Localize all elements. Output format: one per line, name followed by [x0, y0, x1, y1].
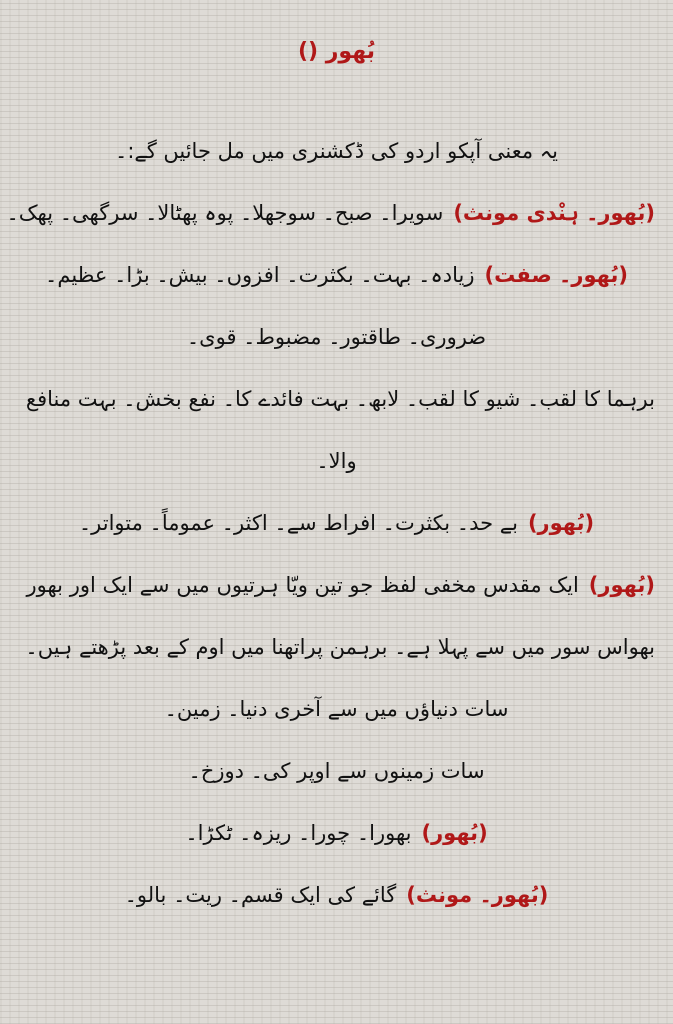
entry-text: سات زمینوں سے اوپر کی۔ دوزخ۔	[188, 759, 485, 783]
entry-text: ایک مقدس مخفی لفظ جو تین ویّا ہرتیوں میں سے ایک اور بھور	[26, 573, 579, 597]
entry-text: برہما کا لقب۔ شیو کا لقب۔ لابھ۔ بہت فائدے کا۔ نفع بخش۔ بہت منافع	[25, 387, 655, 411]
entry-tag: (بُھور)	[527, 511, 595, 535]
entry-line	[18, 368, 655, 430]
entry-line	[18, 430, 655, 492]
entry-line	[18, 492, 655, 554]
entry-tag: (بُھور)	[421, 821, 488, 845]
entry-text: سات دنیاؤں میں سے آخری دنیا۔ زمین۔	[164, 697, 509, 721]
entry-text: بے حد۔ بکثرت۔ افراط سے۔ اکثر۔ عموماً۔ متواتر۔	[78, 511, 518, 535]
entry-line	[18, 554, 655, 616]
entry-line	[6, 182, 655, 244]
entry-text: زیادہ۔ بہت۔ بکثرت۔ افزوں۔ بیش۔ بڑا۔ عظیم۔	[45, 263, 475, 287]
page-title: بُھور ()	[297, 39, 375, 64]
entry-line	[18, 678, 655, 740]
entry-tag: (بُھور۔ مونث)	[406, 883, 549, 907]
entry-text: سویرا۔ صبح۔ سوجھلا۔ پوہ پھٹالا۔ سرگھی۔ پھک۔	[6, 201, 444, 225]
entry-line	[18, 740, 655, 802]
entry-text: ضروری۔ طاقتور۔ مضبوط۔ قوی۔	[186, 325, 487, 349]
entry-text: گائے کی ایک قسم۔ ریت۔ بالو۔	[124, 883, 397, 907]
entry-text: بھواس سور میں سے پہلا ہے۔ برہمن پراتھنا میں اوم کے بعد پڑھتے ہیں۔	[25, 635, 655, 659]
definitions-section	[6, 120, 655, 926]
entry-line	[18, 864, 655, 926]
entry-line	[18, 802, 655, 864]
intro-line: یہ معنی آپکو اردو کی ڈکشنری میں مل جائیں گے:۔	[115, 139, 558, 163]
entry-text: بھورا۔ چورا۔ ریزہ۔ ٹکڑا۔	[185, 821, 412, 845]
entry-line	[18, 244, 655, 306]
entry-line	[18, 306, 655, 368]
entry-line	[18, 616, 655, 678]
entry-text: والا۔	[316, 449, 357, 473]
entry-tag: (بُھور۔ صفت)	[484, 263, 628, 287]
entry-tag: (بُھور۔ ہنْدی مونث)	[453, 201, 655, 225]
entry-tag: (بُھور)	[588, 573, 655, 597]
